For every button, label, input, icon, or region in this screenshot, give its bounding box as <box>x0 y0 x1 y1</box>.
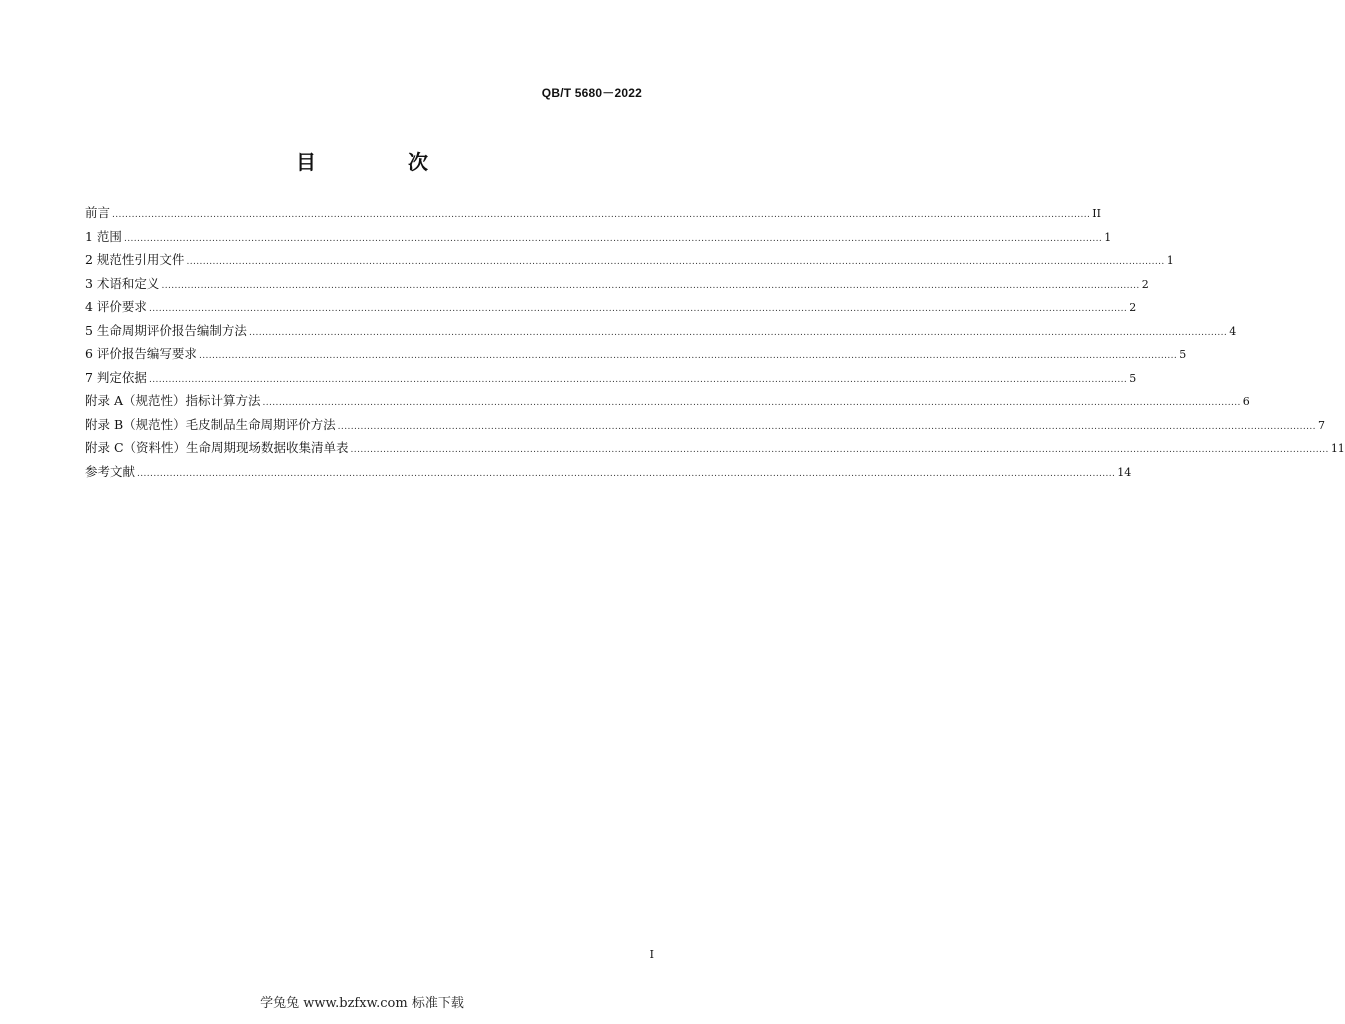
toc-entry-label: 附录 A（规范性）指标计算方法 <box>85 393 261 408</box>
toc-entry-scope[interactable] <box>85 227 1112 251</box>
toc-entry-label: 3 术语和定义 <box>85 275 160 291</box>
toc-entry-annex-a[interactable] <box>85 391 1250 415</box>
toc-entry-normative-references[interactable] <box>85 250 1174 274</box>
toc-leader-dots: ............................................................................................................................................................................................................................................................................................................ <box>262 398 1241 408</box>
toc-entry-page: 1 <box>1166 254 1174 267</box>
toc-entry-label: 1 范围 <box>85 228 122 244</box>
page-title: 目 次 <box>296 150 464 174</box>
toc-entry-label: 附录 B（规范性）毛皮制品生命周期评价方法 <box>85 416 336 432</box>
toc-entry-foreword[interactable] <box>85 203 1101 227</box>
toc-entry-annex-c[interactable] <box>85 438 1345 462</box>
toc-entry-report-method[interactable] <box>85 321 1237 345</box>
toc-entry-page: 2 <box>1129 301 1137 314</box>
toc-leader-dots: ............................................................................................................................................................................................................................................................................................................ <box>148 374 1128 385</box>
toc-entry-report-writing[interactable] <box>85 344 1187 368</box>
toc-entry-page: II <box>1092 207 1101 220</box>
toc-entry-label: 参考文献 <box>85 463 136 479</box>
toc-leader-dots: ............................................................................................................................................................................................................................................................................................................ <box>148 304 1128 314</box>
toc-entry-label: 2 规范性引用文件 <box>85 252 185 267</box>
toc-entry-page: 5 <box>1179 348 1187 361</box>
toc-leader-dots: ............................................................................................................................................................................................................................................................................................................ <box>112 210 1091 220</box>
toc-entry-page: 11 <box>1330 442 1345 455</box>
toc-leader-dots: ............................................................................................................................................................................................................................................................................................................ <box>198 351 1178 361</box>
toc-leader-dots: ............................................................................................................................................................................................................................................................................................................ <box>161 280 1140 291</box>
toc-entry-page: 4 <box>1229 324 1237 338</box>
toc-leader-dots: ............................................................................................................................................................................................................................................................................................................ <box>248 327 1228 338</box>
toc-entry-page: 2 <box>1141 277 1149 291</box>
toc-entry-label: 6 评价报告编写要求 <box>85 346 197 361</box>
toc-leader-dots: ............................................................................................................................................................................................................................................................................................................ <box>123 233 1103 244</box>
toc-entry-terms-definitions[interactable] <box>85 274 1149 298</box>
standard-code: QB/T 5680－2022 <box>541 86 642 100</box>
toc-entry-label: 前言 <box>85 205 111 220</box>
toc-entry-label: 7 判定依据 <box>85 369 147 385</box>
toc-entry-bibliography[interactable] <box>85 462 1132 486</box>
toc-leader-dots: ............................................................................................................................................................................................................................................................................................................ <box>137 468 1116 479</box>
toc-entry-page: 7 <box>1317 418 1325 432</box>
toc-leader-dots: ............................................................................................................................................................................................................................................................................................................ <box>337 421 1316 432</box>
table-of-contents <box>85 203 1345 485</box>
page-number: I <box>649 948 654 961</box>
toc-entry-label: 5 生命周期评价报告编制方法 <box>85 322 247 338</box>
toc-entry-label: 附录 C（资料性）生命周期现场数据收集清单表 <box>85 440 349 455</box>
toc-entry-label: 4 评价要求 <box>85 299 147 314</box>
toc-entry-evaluation-requirements[interactable] <box>85 297 1137 321</box>
toc-entry-page: 1 <box>1104 230 1112 244</box>
toc-leader-dots: ............................................................................................................................................................................................................................................................................................................ <box>186 257 1165 267</box>
footer-watermark: 学兔兔 www.bzfxw.com 标准下载 <box>260 996 464 1011</box>
toc-entry-page: 14 <box>1117 465 1132 479</box>
toc-leader-dots: ............................................................................................................................................................................................................................................................................................................ <box>350 445 1329 455</box>
toc-entry-annex-b[interactable] <box>85 415 1325 439</box>
toc-entry-judgement-basis[interactable] <box>85 368 1137 392</box>
toc-entry-page: 5 <box>1129 371 1137 385</box>
toc-entry-page: 6 <box>1242 395 1250 408</box>
